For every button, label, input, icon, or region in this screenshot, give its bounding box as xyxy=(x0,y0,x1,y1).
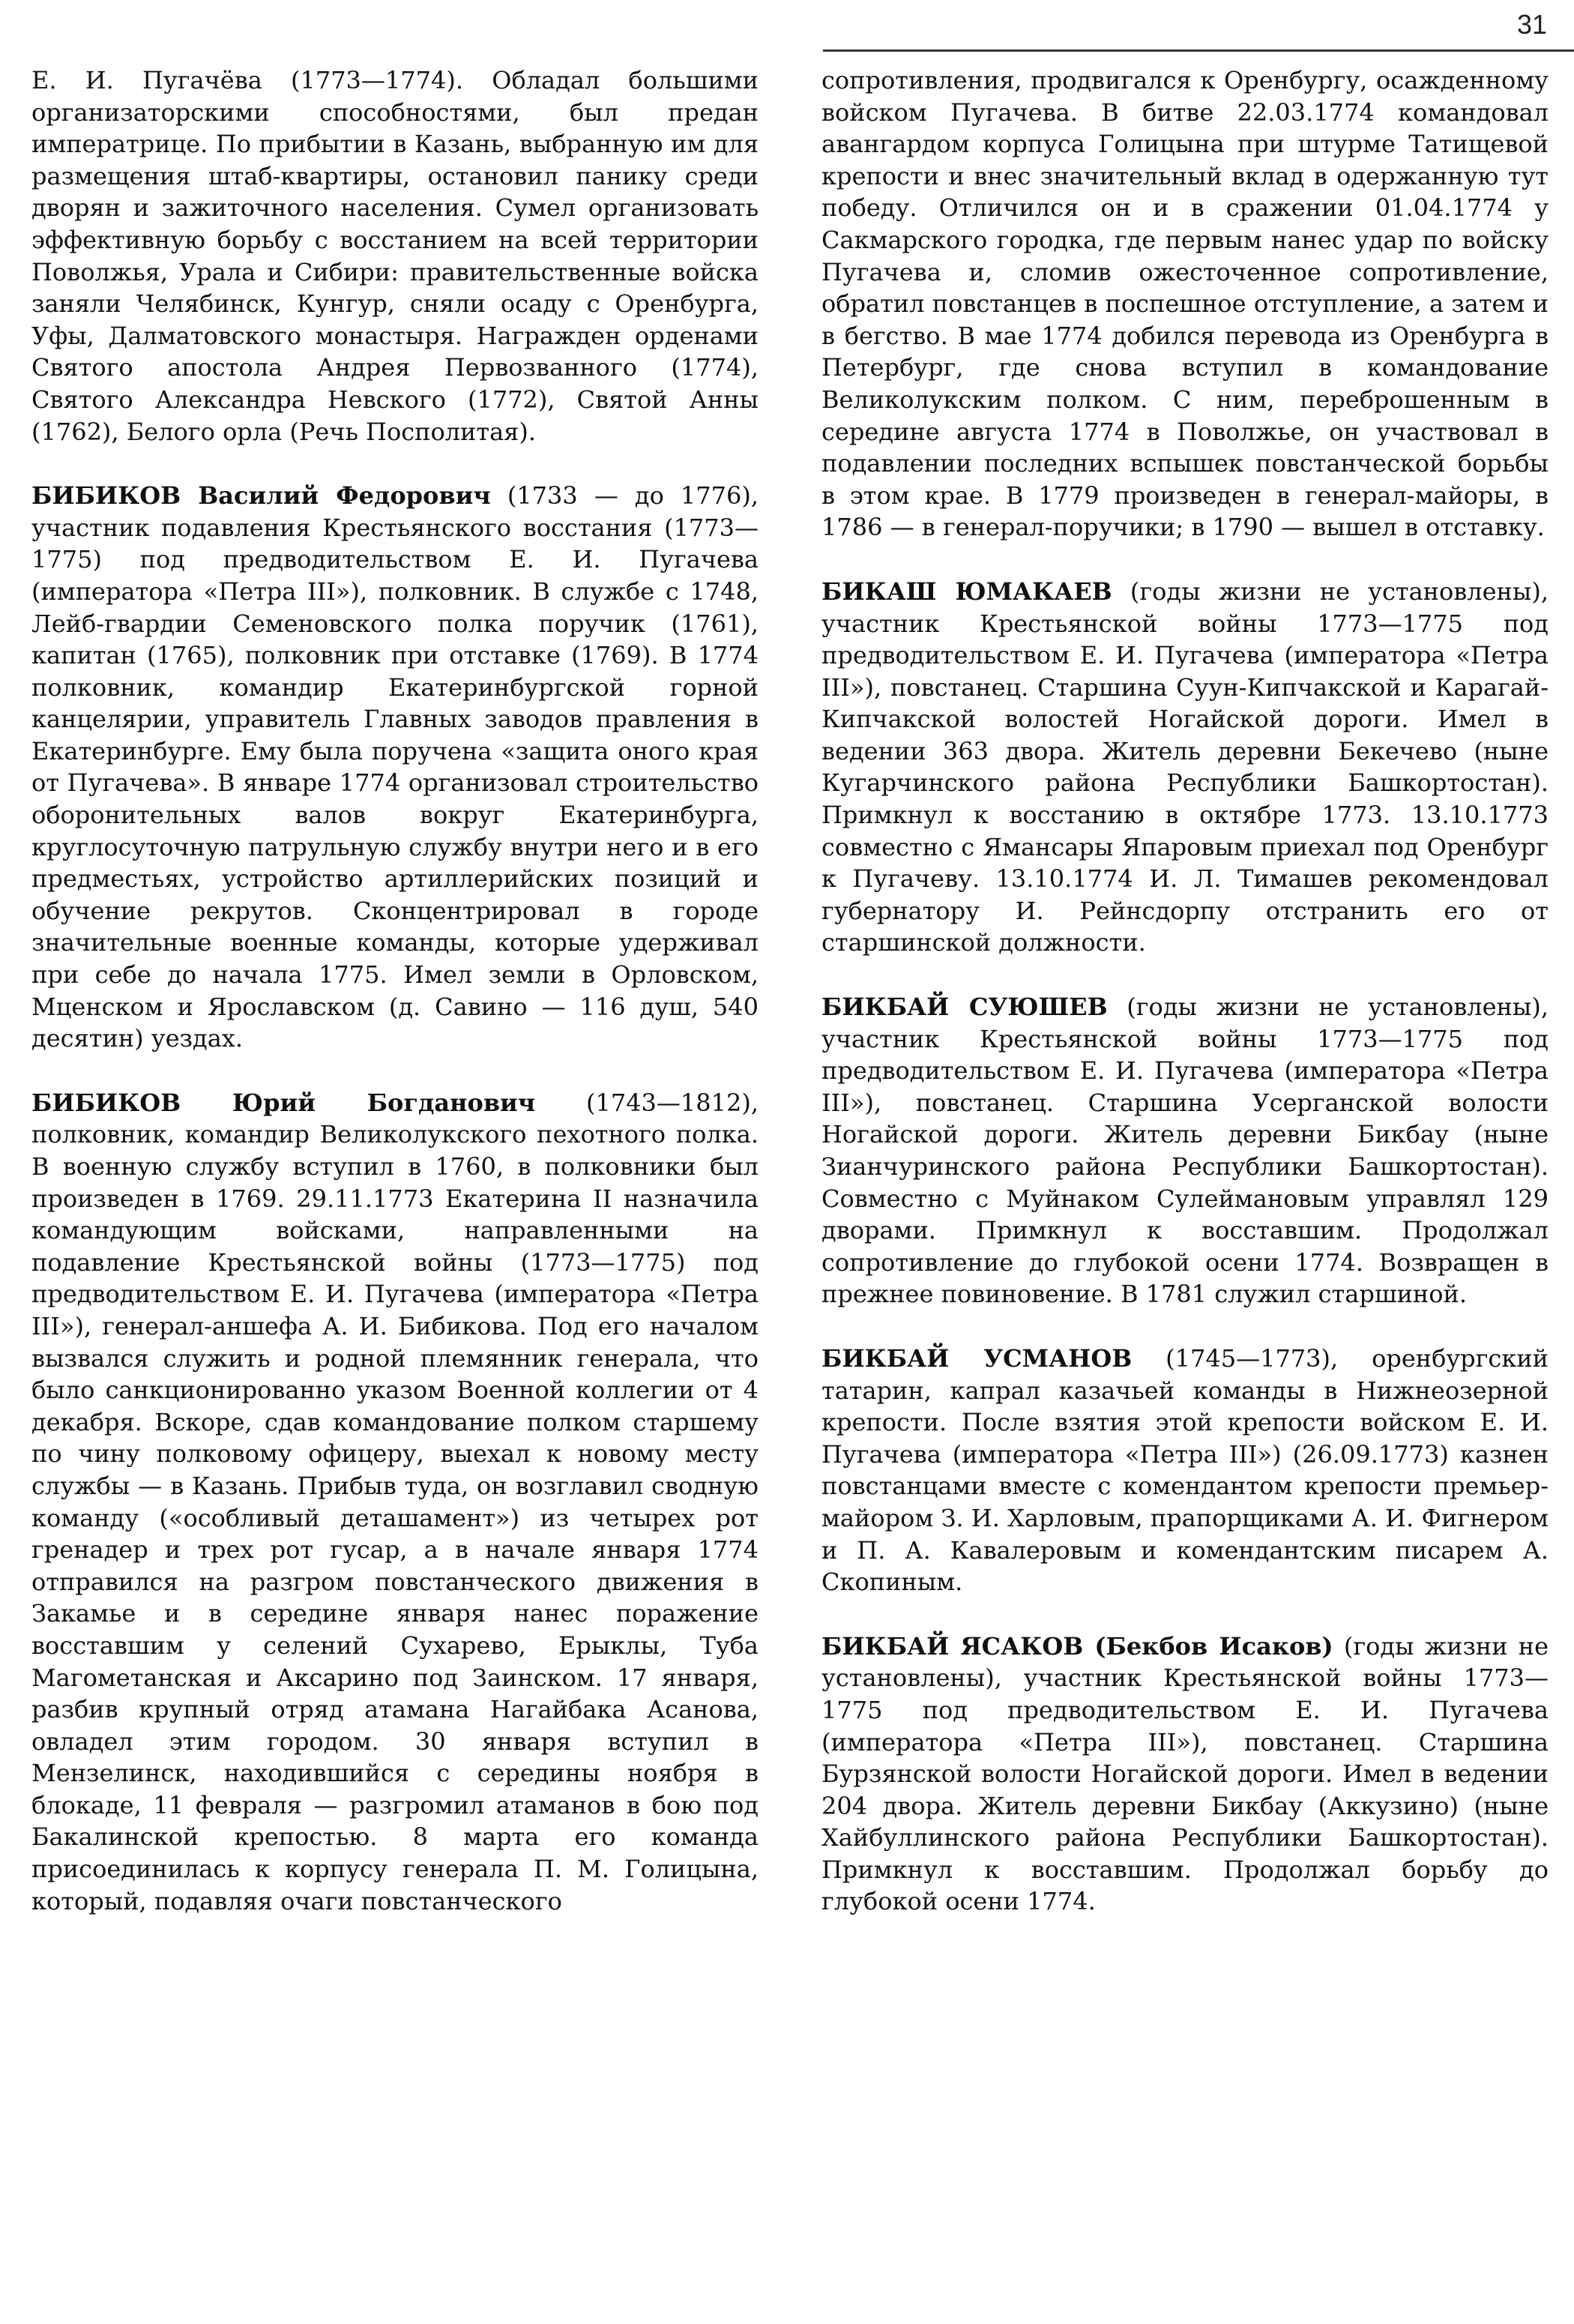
entry-paragraph xyxy=(821,64,1549,544)
entry-paragraph xyxy=(31,1087,759,1917)
entry-paragraph xyxy=(821,1631,1549,1918)
entry-bikbay-suyushev xyxy=(821,991,1549,1310)
entry-headword: БИБИКОВ Василий Федорович xyxy=(31,481,491,511)
entry-text: (годы жизни не установлены), участник Крестьянской войны 1773—1775 под предводительством Е. И. Пугачева (императора «Петра III»), повстанец. Старшина Бурзянской волости Ногайской дороги. Имел в ведении 204 двора. Житель деревни Бикбау (Аккузино) (ныне Хайбуллинского района Республики Башкортостан). Примкнул к восставшим. Продолжал борьбу до глубокой осени 1774. xyxy=(821,1631,1549,1916)
entry-headword: БИКБАЙ ЯСАКОВ (Бекбов Исаков) xyxy=(821,1631,1333,1661)
entry-headword: БИКБАЙ УСМАНОВ xyxy=(821,1343,1133,1373)
header-rule xyxy=(823,49,1574,52)
entry-paragraph xyxy=(31,64,759,448)
entry-paragraph xyxy=(31,480,759,1055)
entry-bikbay-usmanov xyxy=(821,1343,1549,1598)
entry-bikash-yumakaev xyxy=(821,576,1549,959)
entry-bibikov-vasily xyxy=(31,480,759,1055)
entry-headword: БИКАШ ЮМАКАЕВ xyxy=(821,577,1112,606)
entry-text: (1733 — до 1776), участник подавления Крестьянского восстания (1773—1775) под предводительством Е. И. Пугачева (императора «Петра III»), полковник. В службе с 1748, Лейб-гвардии Семеновского полка поручик (1761), капитан (1765), полковник при отставке (1769). В 1774 полковник, командир Екатеринбургской горной канцелярии, управитель Главных заводов правления в Екатеринбурге. Ему была поручена «защита оного края от Пугачева». В январе 1774 организовал строительство оборонительных валов вокруг Екатеринбурга, круглосуточную патрульную службу внутри него и в его предместьях, устройство артиллерийских позиций и обучение рекрутов. Сконцентрировал в городе значительные военные команды, которые удерживал при себе до начала 1775. Имел земли в Орловском, Мценском и Ярославском (д. Савино — 116 душ, 540 десятин) уездах. xyxy=(31,481,759,1053)
entry-paragraph xyxy=(821,991,1549,1310)
entry-paragraph xyxy=(821,1343,1549,1598)
left-column xyxy=(31,64,759,1949)
entry-text: сопротивления, продвигался к Оренбургу, осажденному войском Пугачева. В битве 22.03.1774 командовал авангардом корпуса Голицына при штурме Татищевой крепости и внес значительный вклад в одержанную тут победу. Отличился он и в сражении 01.04.1774 у Сакмарского городка, где первым нанес удар по войску Пугачева и, сломив ожесточенное сопротивление, обратил повстанцев в поспешное отступление, а затем и в бегство. В мае 1774 добился перевода из Оренбурга в Петербург, где снова вступил в командование Великолукским полком. С ним, переброшенным в середине августа 1774 в Поволжье, он участвовал в подавлении последних вспышек повстанческой борьбы в этом крае. В 1779 произведен в генерал-майоры, в 1786 — в генерал-поручики; в 1790 — вышел в отставку. xyxy=(821,66,1549,542)
entry-text: (годы жизни не установлены), участник Крестьянской войны 1773—1775 под предводительством Е. И. Пугачева (императора «Петра III»), повстанец. Старшина Суун-Кипчакской и Карагай-Кипчакской волостей Ногайской дороги. Имел в ведении 363 двора. Житель деревни Бекечево (ныне Кугарчинского района Республики Башкортостан). Примкнул к восстанию в октябре 1773. 13.10.1773 совместно с Ямансары Япаровым приехал под Оренбург к Пугачеву. 13.10.1774 И. Л. Тимашев рекомендовал губернатору И. Рейнсдорпу отстранить его от старшинской должности. xyxy=(821,577,1549,957)
entry-continuation xyxy=(31,64,759,448)
entry-continuation xyxy=(821,64,1549,544)
page-number: 31 xyxy=(1516,9,1547,40)
entry-text: Е. И. Пугачёва (1773—1774). Обладал большими организаторскими способностями, был предан императрице. По прибытии в Казань, выбранную им для размещения штаб-квартиры, остановил панику среди дворян и зажиточного населения. Сумел организовать эффективную борьбу с восстанием на всей территории Поволжья, Урала и Сибири: правительственные войска заняли Челябинск, Кунгур, сняли осаду с Оренбурга, Уфы, Далматовского монастыря. Награжден орденами Святого апостола Андрея Первозванного (1774), Святого Александра Невского (1772), Святой Анны (1762), Белого орла (Речь Посполитая). xyxy=(31,66,759,446)
entry-headword: БИБИКОВ Юрий Богданович xyxy=(31,1088,536,1117)
entry-bibikov-yury xyxy=(31,1087,759,1917)
entry-text: (годы жизни не установлены), участник Крестьянской войны 1773—1775 под предводительством Е. И. Пугачева (императора «Петра III»), повстанец. Старшина Усерганской волости Ногайской дороги. Житель деревни Бикбау (ныне Зианчуринского района Республики Башкортостан). Совместно с Муйнаком Сулеймановым управлял 129 дворами. Примкнул к восставшим. Продолжал сопротивление до глубокой осени 1774. Возвращен в прежнее повиновение. В 1781 служил старшиной. xyxy=(821,993,1549,1309)
entry-text: (1743—1812), полковник, командир Великолукского пехотного полка. В военную службу вступил в 1760, в полковники был произведен в 1769. 29.11.1773 Екатерина II назначила командующим войсками, направленными на подавление Крестьянской войны (1773—1775) под предводительством Е. И. Пугачева (императора «Петра III»), генерал-аншефа А. И. Бибикова. Под его началом вызвался служить и родной племянник генерала, что было санкционированно указом Военной коллегии от 4 декабря. Вскоре, сдав командование полком старшему по чину полковому офицеру, выехал к новому месту службы — в Казань. Прибыв туда, он возглавил сводную команду («особливый деташамент») из четырех рот гренадер и трех рот гусар, а в начале января 1774 отправился на разгром повстанческого движения в Закамье и в середине января нанес поражение восставшим у селений Сухарево, Ерыклы, Туба Магометанская и Аксарино под Заинском. 17 января, разбив крупный отряд атамана Нагайбака Асанова, овладел этим городом. 30 января вступил в Мензелинск, находившийся с середины ноября в блокаде, 11 февраля — разгромил атаманов в бою под Бакалинской крепостью. 8 марта его команда присоединилась к корпусу генерала П. М. Голицына, который, подавляя очаги повстанческого xyxy=(31,1088,759,1915)
entry-paragraph xyxy=(821,576,1549,959)
entry-text: (1745—1773), оренбургский татарин, капрал казачьей команды в Нижнеозерной крепости. После взятия этой крепости войском Е. И. Пугачева (императора «Петра III») (26.09.1773) казнен повстанцами вместе с комендантом крепости премьер-майором З. И. Харловым, прапорщиками А. И. Фигнером и П. А. Кавалеровым и комендантским писарем А. Скопиным. xyxy=(821,1343,1549,1597)
entry-bikbay-yasakov xyxy=(821,1631,1549,1918)
entry-headword: БИКБАЙ СУЮШЕВ xyxy=(821,993,1108,1022)
right-column xyxy=(821,64,1549,1950)
